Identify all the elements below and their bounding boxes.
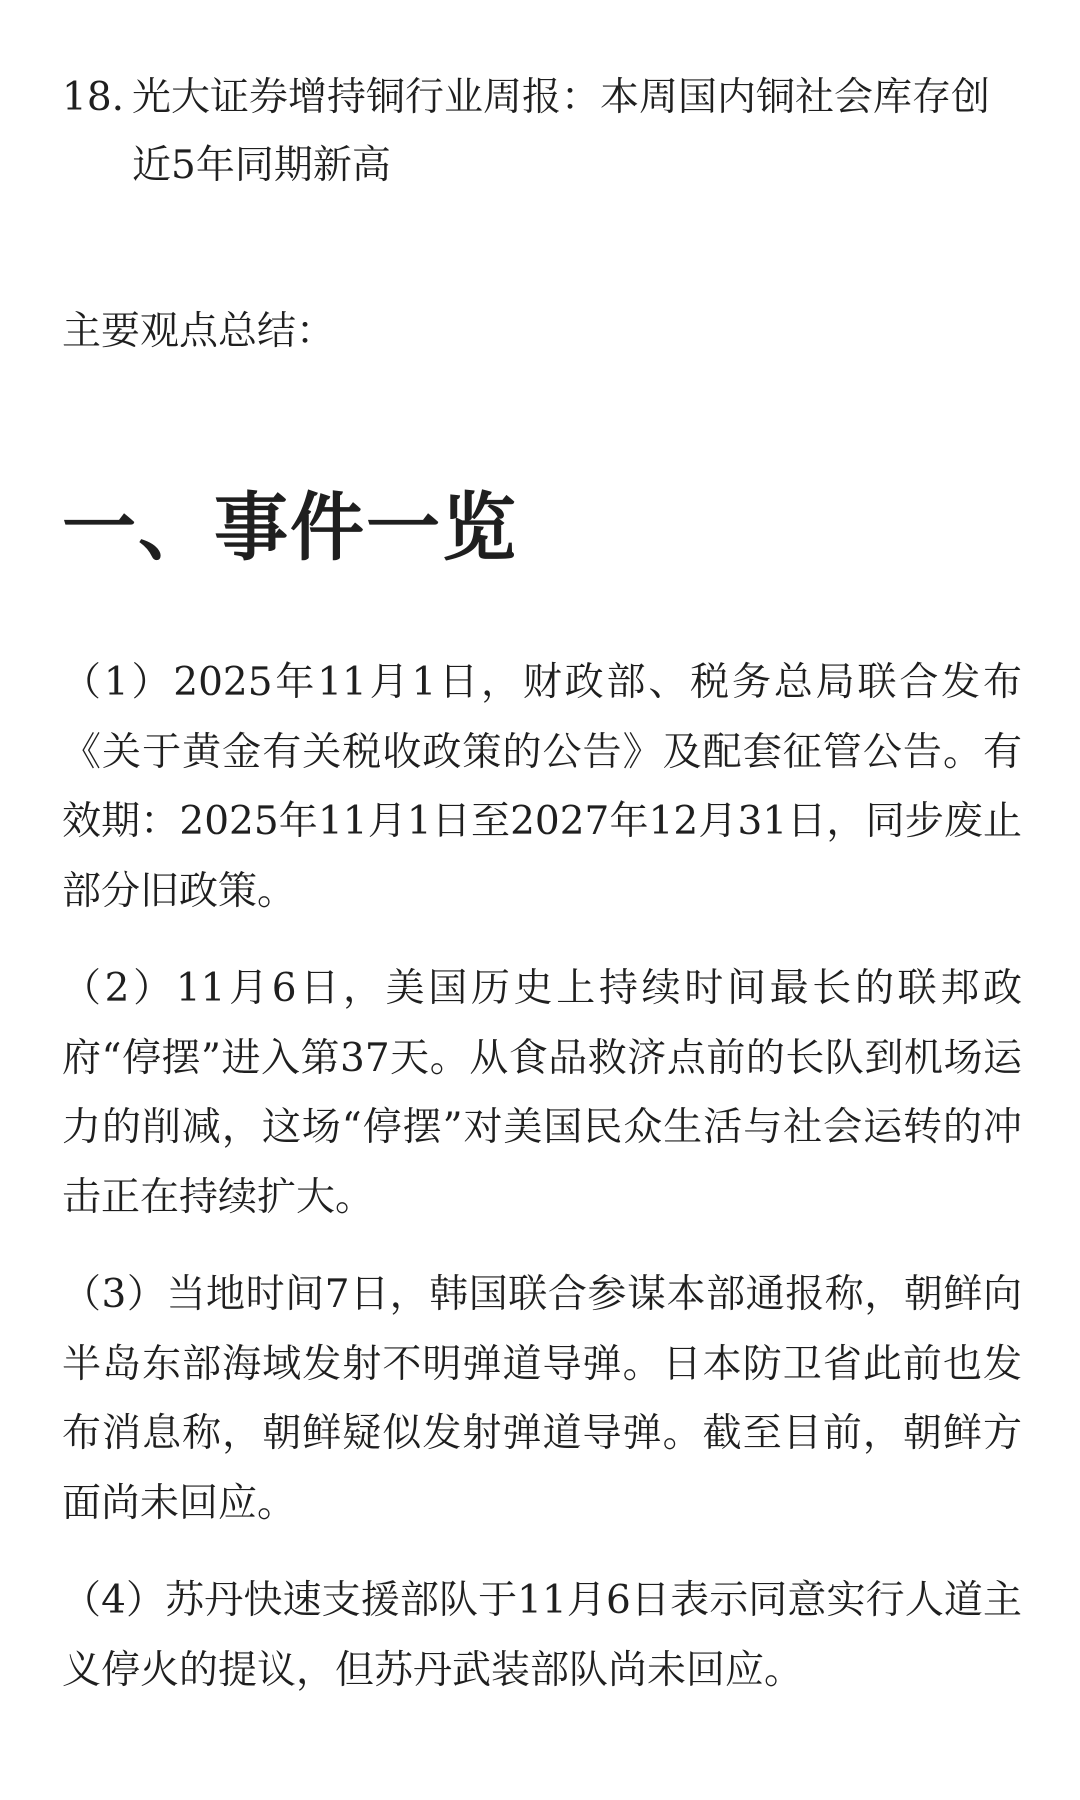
list-item-number: 18. xyxy=(62,75,125,120)
event-paragraph-3: （3）当地时间7日，韩国联合参谋本部通报称，朝鲜向半岛东部海域发射不明弹道导弹。日本防卫省此前也发布消息称，朝鲜疑似发射弹道导弹。截至目前，朝鲜方面尚未回应。 xyxy=(62,1272,1022,1526)
list-item xyxy=(62,64,1022,200)
event-list xyxy=(62,648,1022,1733)
event-paragraph-4: （4）苏丹快速支援部队于11月6日表示同意实行人道主义停火的提议，但苏丹武装部队尚未回应。 xyxy=(62,1578,1022,1693)
section-heading: 一、事件一览 xyxy=(62,485,518,571)
summary-label: 主要观点总结： xyxy=(62,309,336,354)
list-item-title: 光大证券增持铜行业周报：本周国内铜社会库存创近5年同期新高 xyxy=(132,75,991,188)
event-paragraph-2: （2）11月6日，美国历史上持续时间最长的联邦政府“停摆”进入第37天。从食品救济点前的长队到机场运力的削减，这场“停摆”对美国民众生活与社会运转的冲击正在持续扩大。 xyxy=(62,966,1022,1220)
event-paragraph-1: （1）2025年11月1日，财政部、税务总局联合发布《关于黄金有关税收政策的公告》及配套征管公告。有效期：2025年11月1日至2027年12月31日，同步废止部分旧政策。 xyxy=(62,660,1022,914)
